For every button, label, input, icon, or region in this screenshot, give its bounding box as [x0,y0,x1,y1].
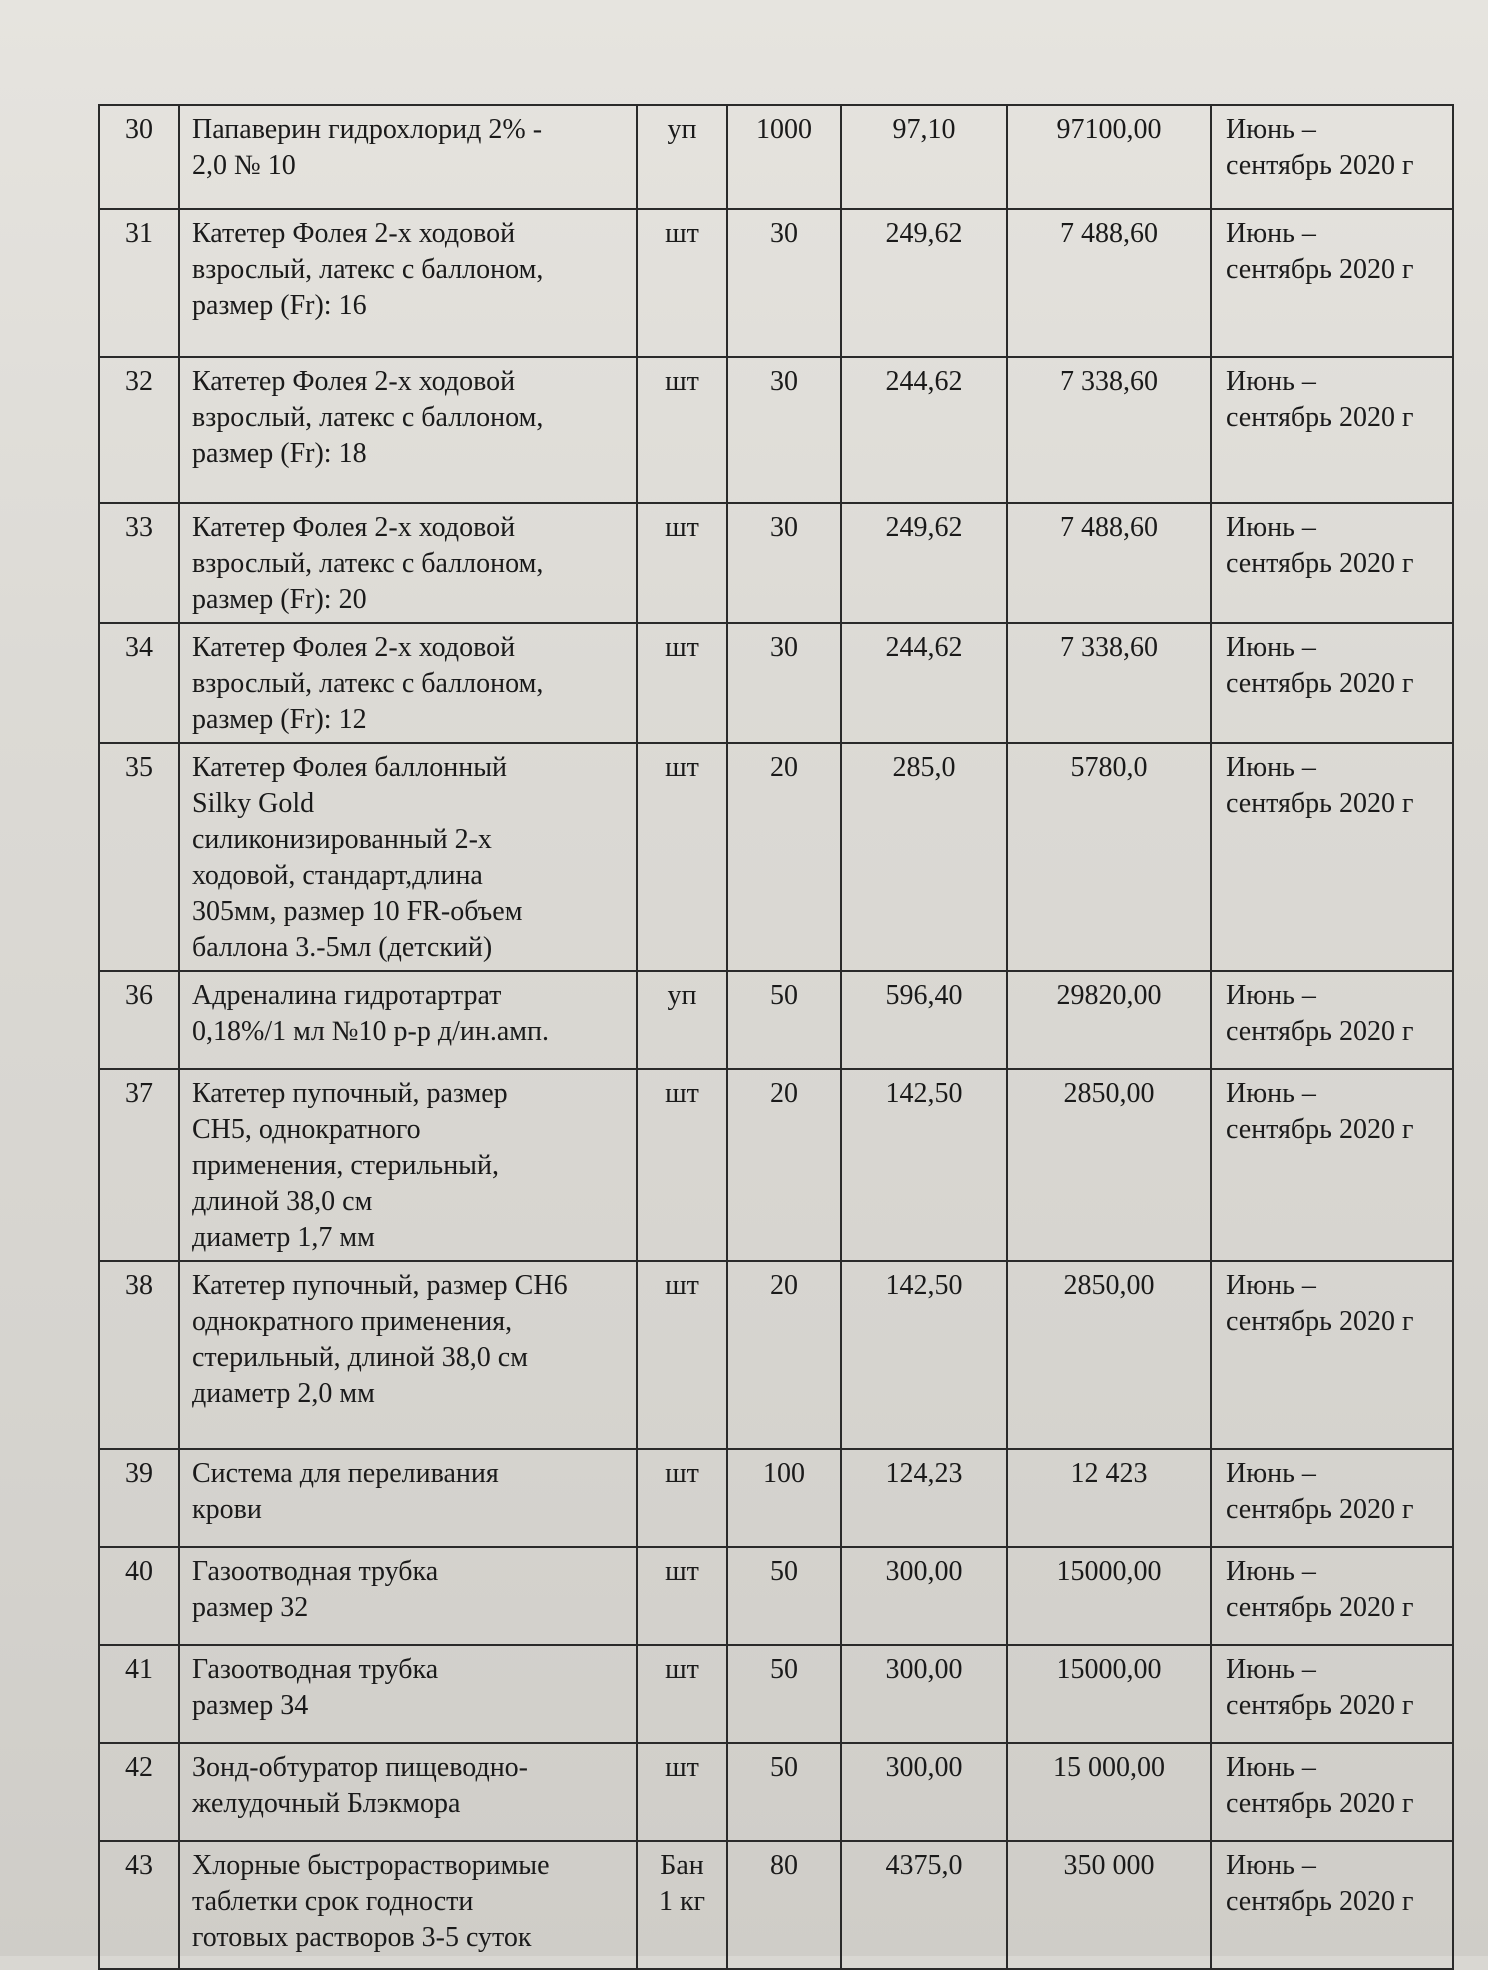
item-sum: 7 338,60 [1007,357,1211,503]
item-name-line: взрослый, латекс с баллоном, [192,402,544,433]
item-sum: 5780,0 [1007,743,1211,971]
item-quantity: 20 [727,1069,841,1261]
item-name-line: размер (Fr): 18 [192,438,367,469]
row-number: 42 [99,1743,179,1841]
delivery-period-line: Июнь – [1226,980,1316,1011]
item-quantity: 20 [727,1261,841,1449]
table-row [99,1547,1453,1645]
item-quantity: 30 [727,623,841,743]
delivery-period [1211,105,1453,209]
item-quantity: 80 [727,1841,841,1969]
item-unit [637,357,727,503]
item-unit-line: 1 кг [658,1886,706,1917]
item-name-line: Катетер пупочный, размер [192,1078,508,1109]
item-name-line: 2,0 № 10 [192,150,296,181]
item-unit [637,1069,727,1261]
item-name-line: однократного применения, [192,1306,513,1337]
item-name-line: диаметр 2,0 мм [192,1378,375,1409]
item-name-line: Катетер Фолея баллонный [192,752,507,783]
table-row [99,1645,1453,1743]
delivery-period-line: сентябрь 2020 г [1226,1494,1414,1525]
item-price: 97,10 [841,105,1007,209]
item-price: 4375,0 [841,1841,1007,1969]
item-price: 300,00 [841,1547,1007,1645]
delivery-period-line: сентябрь 2020 г [1226,1114,1414,1145]
table-body [99,105,1453,1969]
item-quantity: 100 [727,1449,841,1547]
item-sum: 12 423 [1007,1449,1211,1547]
item-name-line: Катетер пупочный, размер CH6 [192,1270,568,1301]
item-name [179,1645,637,1743]
item-quantity: 30 [727,357,841,503]
item-unit [637,1261,727,1449]
item-sum: 97100,00 [1007,105,1211,209]
item-name-line: размер (Fr): 12 [192,704,367,735]
delivery-period [1211,623,1453,743]
row-number: 33 [99,503,179,623]
item-name-line: Silky Gold [192,788,315,819]
delivery-period [1211,1069,1453,1261]
item-price: 124,23 [841,1449,1007,1547]
item-name [179,209,637,357]
item-name [179,1547,637,1645]
item-quantity: 30 [727,503,841,623]
table-row [99,623,1453,743]
item-name-line: Газоотводная трубка [192,1556,439,1587]
item-sum: 15000,00 [1007,1547,1211,1645]
item-sum: 15 000,00 [1007,1743,1211,1841]
item-unit-line: шт [665,1078,699,1109]
item-name-line: 305мм, размер 10 FR-объем [192,896,523,927]
delivery-period-line: Июнь – [1226,1654,1316,1685]
item-sum: 7 488,60 [1007,209,1211,357]
item-name-line: желудочный Блэкмора [192,1788,461,1819]
item-quantity: 50 [727,971,841,1069]
row-number: 41 [99,1645,179,1743]
item-name-line: стерильный, длиной 38,0 см [192,1342,528,1373]
row-number: 39 [99,1449,179,1547]
delivery-period [1211,357,1453,503]
item-unit [637,1547,727,1645]
item-name-line: 0,18%/1 мл №10 р-р д/ин.амп. [192,1016,549,1047]
delivery-period [1211,971,1453,1069]
item-name-line: диаметр 1,7 мм [192,1222,375,1253]
item-quantity: 30 [727,209,841,357]
delivery-period-line: сентябрь 2020 г [1226,1306,1414,1337]
delivery-period [1211,743,1453,971]
item-unit [637,1449,727,1547]
delivery-period [1211,1547,1453,1645]
delivery-period-line: сентябрь 2020 г [1226,668,1414,699]
delivery-period-line: сентябрь 2020 г [1226,1886,1414,1917]
table-row [99,1261,1453,1449]
item-price: 142,50 [841,1261,1007,1449]
table-row [99,503,1453,623]
item-unit [637,623,727,743]
delivery-period [1211,1743,1453,1841]
item-name-line: Катетер Фолея 2-х ходовой [192,632,516,663]
item-name [179,1743,637,1841]
item-sum: 29820,00 [1007,971,1211,1069]
item-unit-line: шт [665,366,699,397]
item-price: 300,00 [841,1645,1007,1743]
delivery-period [1211,1841,1453,1969]
item-sum: 7 488,60 [1007,503,1211,623]
delivery-period [1211,1645,1453,1743]
item-unit [637,971,727,1069]
delivery-period-line: Июнь – [1226,1270,1316,1301]
delivery-period-line: Июнь – [1226,1458,1316,1489]
item-name [179,1261,637,1449]
item-quantity: 50 [727,1645,841,1743]
item-sum: 7 338,60 [1007,623,1211,743]
item-name-line: Катетер Фолея 2-х ходовой [192,366,516,397]
item-unit-line: шт [665,1556,699,1587]
item-unit [637,503,727,623]
table-row [99,1069,1453,1261]
table-row [99,743,1453,971]
delivery-period [1211,503,1453,623]
item-sum: 350 000 [1007,1841,1211,1969]
row-number: 34 [99,623,179,743]
item-price: 285,0 [841,743,1007,971]
item-unit [637,209,727,357]
item-name-line: Катетер Фолея 2-х ходовой [192,512,516,543]
item-name [179,971,637,1069]
delivery-period [1211,1261,1453,1449]
item-name-line: взрослый, латекс с баллоном, [192,548,544,579]
item-name-line: взрослый, латекс с баллоном, [192,254,544,285]
item-name-line: длиной 38,0 см [192,1186,373,1217]
table-row [99,1743,1453,1841]
item-name-line: Катетер Фолея 2-х ходовой [192,218,516,249]
delivery-period-line: Июнь – [1226,1752,1316,1783]
item-price: 249,62 [841,209,1007,357]
item-quantity: 50 [727,1547,841,1645]
item-name [179,743,637,971]
delivery-period-line: сентябрь 2020 г [1226,402,1414,433]
item-unit-line: шт [665,1654,699,1685]
item-price: 244,62 [841,357,1007,503]
row-number: 32 [99,357,179,503]
item-unit-line: шт [665,1458,699,1489]
item-name-line: крови [192,1494,262,1525]
item-name-line: Система для переливания [192,1458,499,1489]
row-number: 30 [99,105,179,209]
item-name-line: размер (Fr): 20 [192,584,367,615]
item-name-line: Адреналина гидротартрат [192,980,502,1011]
item-name-line: ходовой, стандарт,длина [192,860,483,891]
item-name-line: взрослый, латекс с баллоном, [192,668,544,699]
item-name-line: CH5, однократного [192,1114,421,1145]
delivery-period-line: сентябрь 2020 г [1226,1016,1414,1047]
item-name-line: готовых растворов 3-5 суток [192,1922,532,1953]
item-name-line: Хлорные быстрорастворимые [192,1850,550,1881]
procurement-table [98,104,1454,1970]
item-price: 244,62 [841,623,1007,743]
row-number: 40 [99,1547,179,1645]
item-unit-line: шт [665,1270,699,1301]
item-name-line: размер 34 [192,1690,309,1721]
item-sum: 2850,00 [1007,1261,1211,1449]
item-name-line: силиконизированный 2-х [192,824,492,855]
item-name [179,357,637,503]
row-number: 37 [99,1069,179,1261]
item-unit [637,743,727,971]
delivery-period-line: Июнь – [1226,114,1316,145]
item-name-line: Зонд-обтуратор пищеводно- [192,1752,528,1783]
item-quantity: 20 [727,743,841,971]
table-row [99,1449,1453,1547]
delivery-period-line: Июнь – [1226,218,1316,249]
item-unit [637,1743,727,1841]
item-name-line: таблетки срок годности [192,1886,474,1917]
row-number: 35 [99,743,179,971]
delivery-period [1211,209,1453,357]
item-unit-line: Бан [660,1850,704,1881]
delivery-period-line: Июнь – [1226,752,1316,783]
table-row [99,1841,1453,1969]
item-sum: 2850,00 [1007,1069,1211,1261]
item-unit-line: уп [667,114,697,145]
item-name [179,623,637,743]
table-row [99,357,1453,503]
delivery-period [1211,1449,1453,1547]
delivery-period-line: сентябрь 2020 г [1226,1690,1414,1721]
item-name [179,503,637,623]
item-price: 596,40 [841,971,1007,1069]
table-row [99,105,1453,209]
item-sum: 15000,00 [1007,1645,1211,1743]
item-unit [637,1645,727,1743]
item-name-line: баллона 3.-5мл (детский) [192,932,493,963]
item-unit-line: шт [665,632,699,663]
row-number: 36 [99,971,179,1069]
table-row [99,209,1453,357]
delivery-period-line: сентябрь 2020 г [1226,1788,1414,1819]
item-name [179,1841,637,1969]
item-name-line: применения, стерильный, [192,1150,499,1181]
item-name-line: Газоотводная трубка [192,1654,439,1685]
item-name [179,1069,637,1261]
item-unit-line: шт [665,218,699,249]
item-name-line: Папаверин гидрохлорид 2% - [192,114,543,145]
item-unit [637,105,727,209]
delivery-period-line: Июнь – [1226,512,1316,543]
item-unit [637,1841,727,1969]
item-unit-line: шт [665,1752,699,1783]
delivery-period-line: сентябрь 2020 г [1226,150,1414,181]
row-number: 43 [99,1841,179,1969]
delivery-period-line: Июнь – [1226,366,1316,397]
item-price: 142,50 [841,1069,1007,1261]
delivery-period-line: сентябрь 2020 г [1226,548,1414,579]
delivery-period-line: Июнь – [1226,1850,1316,1881]
item-name-line: размер (Fr): 16 [192,290,367,321]
item-name-line: размер 32 [192,1592,309,1623]
item-name [179,105,637,209]
delivery-period-line: сентябрь 2020 г [1226,788,1414,819]
item-price: 249,62 [841,503,1007,623]
item-unit-line: шт [665,512,699,543]
table-row [99,971,1453,1069]
delivery-period-line: Июнь – [1226,1556,1316,1587]
delivery-period-line: сентябрь 2020 г [1226,254,1414,285]
delivery-period-line: сентябрь 2020 г [1226,1592,1414,1623]
item-unit-line: уп [667,980,697,1011]
delivery-period-line: Июнь – [1226,632,1316,663]
item-unit-line: шт [665,752,699,783]
item-quantity: 50 [727,1743,841,1841]
item-price: 300,00 [841,1743,1007,1841]
row-number: 38 [99,1261,179,1449]
item-name [179,1449,637,1547]
delivery-period-line: Июнь – [1226,1078,1316,1109]
item-quantity: 1000 [727,105,841,209]
row-number: 31 [99,209,179,357]
